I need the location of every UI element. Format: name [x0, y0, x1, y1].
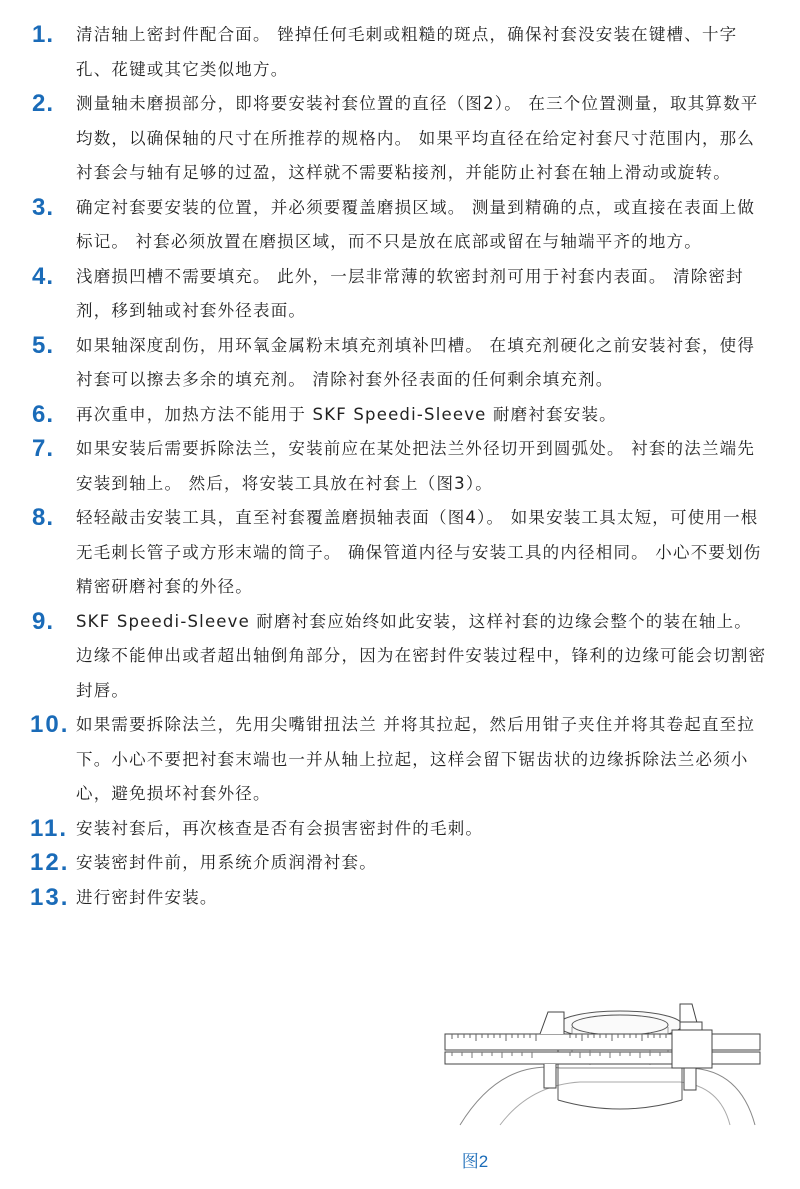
step-13 — [0, 881, 800, 916]
step-3 — [0, 191, 800, 260]
step-10 — [0, 708, 800, 812]
step-text: 测量轴未磨损部分，即将要安装衬套位置的直径（图2）。 在三个位置测量，取其算数平均数，以确保轴的尺寸在所推荐的规格内。 如果平均直径在给定衬套尺寸范围内，那么衬套会与轴有足够的过盈，这样就不需要粘接剂，并能防止衬套在轴上滑动或旋转。 — [76, 94, 759, 182]
step-11 — [0, 812, 800, 847]
step-text: SKF Speedi-Sleeve 耐磨衬套应始终如此安装，这样衬套的边缘会整个的装在轴上。 边缘不能伸出或者超出轴倒角部分，因为在密封件安装过程中，锋利的边缘可能会切割密封唇。 — [76, 611, 767, 700]
step-8 — [0, 501, 800, 605]
step-5 — [0, 329, 800, 398]
figure-caption: 图2 — [461, 1152, 489, 1171]
step-text: 轻轻敲击安装工具，直至衬套覆盖磨损轴表面（图4）。 如果安装工具太短，可使用一根无毛刺长管子或方形末端的筒子。 确保管道内径与安装工具的内径相同。 小心不要划伤精密研磨衬套的外径。 — [76, 508, 762, 596]
step-number: 11. — [30, 814, 69, 842]
instruction-list — [0, 18, 800, 915]
step-text: 进行密封件安装。 — [76, 887, 218, 907]
step-text: 如果安装后需要拆除法兰，安装前应在某处把法兰外径切开到圆弧处。 衬套的法兰端先安装到轴上。 然后，将安装工具放在衬套上（图3）。 — [76, 439, 756, 493]
step-text: 安装密封件前，用系统介质润滑衬套。 — [76, 853, 377, 872]
step-text: 安装衬套后，再次核查是否有会损害密封件的毛刺。 — [76, 818, 484, 838]
step-number: 3. — [32, 193, 55, 221]
step-number: 7. — [32, 435, 55, 462]
step-1 — [0, 18, 800, 87]
step-text: 如果需要拆除法兰，先用尖嘴钳扭法兰 并将其拉起，然后用钳子夹住并将其卷起直至拉下。小心不要把衬套末端也一并从轴上拉起，这样会留下锯齿状的边缘拆除法兰必须小心，避免损坏衬套外径。 — [76, 715, 756, 803]
step-text: 再次重申，加热方法不能用于 SKF Speedi-Sleeve 耐磨衬套安装。 — [76, 404, 617, 424]
step-4 — [0, 260, 800, 329]
step-text: 浅磨损凹槽不需要填充。 此外，一层非常薄的软密封剂可用于衬套内表面。 清除密封剂，移到轴或衬套外径表面。 — [76, 266, 744, 320]
step-6 — [0, 398, 800, 433]
step-number: 6. — [32, 400, 55, 428]
step-number: 9. — [32, 607, 55, 635]
step-number: 5. — [32, 331, 55, 359]
step-9 — [0, 605, 800, 709]
step-number: 13. — [30, 883, 70, 911]
step-number: 10. — [30, 711, 70, 738]
step-2 — [0, 87, 800, 191]
step-text: 确定衬套要安装的位置，并必须要覆盖磨损区域。 测量到精确的点，或直接在表面上做标记。 衬套必须放置在磨损区域，而不只是放在底部或留在与轴端平齐的地方。 — [76, 197, 756, 251]
step-number: 1. — [32, 21, 55, 48]
step-text: 清洁轴上密封件配合面。 锉掉任何毛刺或粗糙的斑点，确保衬套没安装在键槽、十字孔、花键或其它类似地方。 — [76, 25, 738, 79]
caliper-measurement-illustration — [440, 990, 765, 1135]
step-number: 8. — [32, 504, 55, 531]
step-text: 如果轴深度刮伤，用环氧金属粉末填充剂填补凹槽。 在填充剂硬化之前安装衬套，使得衬套可以擦去多余的填充剂。 清除衬套外径表面的任何剩余填充剂。 — [76, 335, 756, 389]
step-12 — [0, 846, 800, 881]
step-number: 12. — [30, 849, 70, 876]
step-7 — [0, 432, 800, 501]
step-number: 4. — [32, 262, 55, 290]
step-number: 2. — [32, 90, 55, 117]
